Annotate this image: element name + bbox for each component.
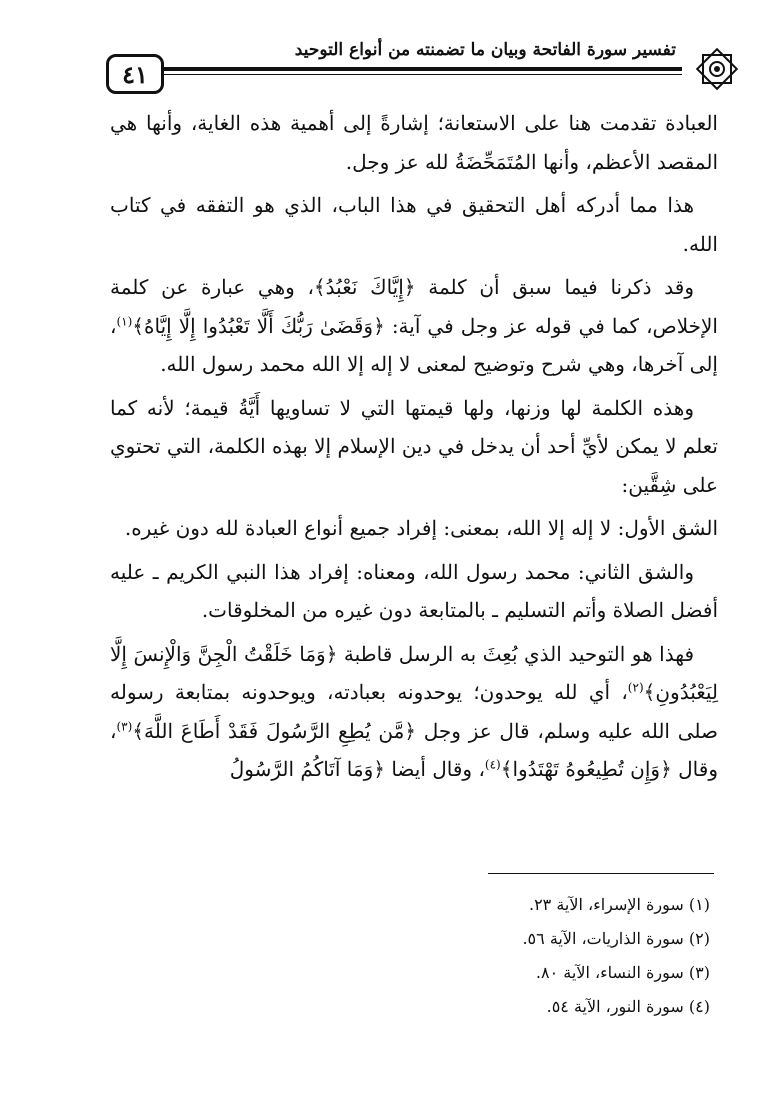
- paragraph-text: ، وقال ﴿وَإِن تُطِيعُوهُ تَهْتَدُوا﴾: [110, 718, 718, 781]
- footnote-ref: (٢): [627, 680, 644, 695]
- paragraph: [110, 268, 718, 384]
- footnote-ref: (٤): [484, 757, 501, 772]
- page-header: [100, 34, 740, 104]
- footnote-ref: (١): [116, 313, 133, 328]
- header-rule: [164, 67, 682, 71]
- star-ornament-icon: [694, 46, 740, 92]
- paragraph-text: ، أي لله يوحدون؛ يوحدونه بعبادته، ويوحدونه بمتابعة رسوله صلى الله عليه وسلم، قال عز وجل ﴿مَّن يُطِعِ الرَّسُولَ فَقَدْ أَطَاعَ اللَّهَ﴾: [110, 680, 718, 743]
- paragraph: الشق الأول: لا إله إلا الله، بمعنى: إفراد جميع أنواع العبادة لله دون غيره.: [124, 516, 718, 540]
- paragraph: العبادة تقدمت هنا على الاستعانة؛ إشارةً إلى أهمية هذه الغاية، وأنها هي المقصد الأعظم، وأنها المُتَمَحِّضَةُ لله عز وجل.: [110, 111, 718, 174]
- paragraph-text: إلى آخرها، وهي شرح وتوضيح لمعنى لا إله إلا الله محمد رسول الله.: [160, 352, 718, 376]
- paragraph: والشق الثاني: محمد رسول الله، ومعناه: إفراد هذا النبي الكريم ـ عليه أفضل الصلاة وأتم التسليم ـ بالمتابعة دون غيره من المخلوقات.: [110, 559, 718, 622]
- footnotes: [420, 888, 710, 1024]
- paragraph-text: وقد ذكرنا فيما سبق أن كلمة ﴿إِيَّاكَ نَعْبُدُ﴾، وهي عبارة عن كلمة الإخلاص، كما في قوله عز وجل في آية: ﴿وَقَضَىٰ رَبُّكَ أَلَّا تَعْبُدُوا إِلَّا إِيَّاهُ﴾: [110, 275, 718, 338]
- paragraph: وهذه الكلمة لها وزنها، ولها قيمتها التي لا تساويها أَيَّةُ قيمة؛ لأنه كما تعلم لا يمكن لأيِّ أحد أن يدخل في دين الإسلام إلا بهذه الكلمة، التي تحتوي على شِقَّين:: [110, 395, 718, 497]
- footnote-item: (٢) سورة الذاريات، الآية ٥٦.: [522, 929, 710, 948]
- paragraph: هذا مما أدركه أهل التحقيق في هذا الباب، الذي هو التفقه في كتاب الله.: [110, 193, 718, 256]
- paragraph: [110, 635, 718, 789]
- paragraph-text: ،: [110, 313, 117, 338]
- paragraph-text: ، وقال أيضا ﴿وَمَا آتَاكُمُ الرَّسُولُ: [229, 757, 485, 781]
- footnote-separator: [488, 873, 714, 874]
- running-title: تفسير سورة الفاتحة وبيان ما تضمنته من أنواع التوحيد: [294, 40, 676, 60]
- header-rule-thin: [164, 74, 682, 75]
- paragraph-text: فهذا هو التوحيد الذي بُعِثَ به الرسل قاطبة ﴿وَمَا خَلَقْتُ الْجِنَّ وَالْإِنسَ إِلَّا لِيَعْبُدُونِ﴾: [110, 641, 718, 704]
- page-number: ٤١: [106, 54, 164, 94]
- footnote-item: (١) سورة الإسراء، الآية ٢٣.: [528, 895, 710, 914]
- footnote-ref: (٣): [116, 718, 133, 733]
- footnote-item: (٣) سورة النساء، الآية ٨٠.: [535, 963, 710, 982]
- main-text: [110, 104, 718, 794]
- footnote-item: (٤) سورة النور، الآية ٥٤.: [546, 997, 710, 1016]
